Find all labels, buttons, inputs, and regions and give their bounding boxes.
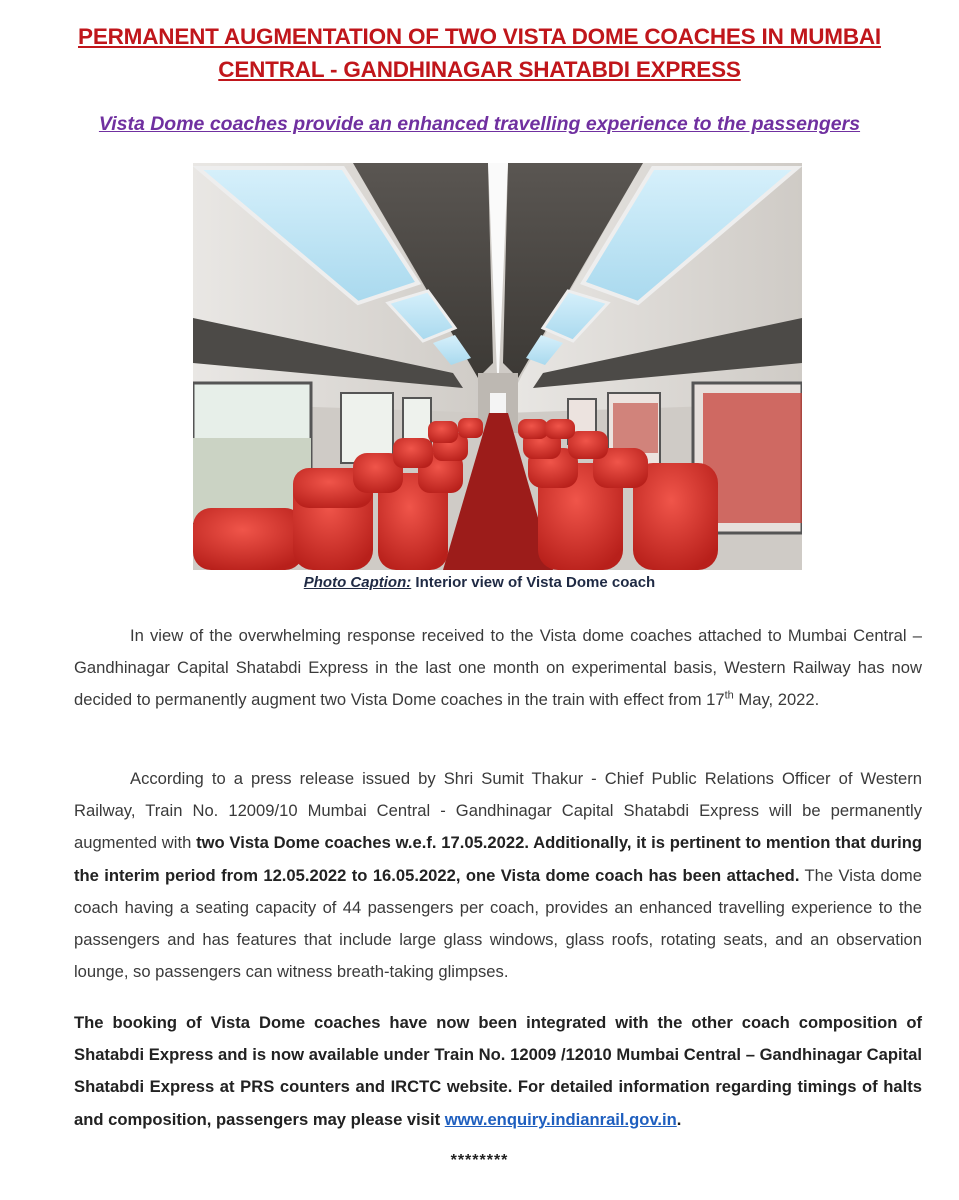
paragraph-2-text-a: According to a press release issued by Shri Sumit Thakur - Chief Public Relations Officer of Western Railway, Train No. 12009/10 Mumbai Central - Gandhinagar Capital Shatabdi Express will be permanently augmented with	[74, 769, 922, 853]
enquiry-link[interactable]: www.enquiry.indianrail.gov.in	[444, 1109, 677, 1129]
paragraph-3-end: .	[676, 1109, 682, 1129]
paragraph-3	[74, 1007, 922, 1136]
caption-text: Interior view of Vista Dome coach	[411, 574, 656, 591]
end-marker: ********	[450, 1152, 509, 1169]
paragraph-1-text: In view of the overwhelming response received to the Vista dome coaches attached to Mumbai Central – Gandhinagar Capital Shatabdi Express in the last one month on experimental basis, Western Railway has now decided to permanently augment two Vista Dome coaches in the train with effect from 17	[74, 626, 922, 710]
coach-interior-photo	[193, 163, 802, 570]
paragraph-2-bold: two Vista Dome coaches w.e.f. 17.05.2022. Additionally, it is pertinent to mention that during the interim period from 12.05.2022 to 16.05.2022, one Vista dome coach has been attached.	[74, 833, 923, 885]
paragraph-2-text-b: The Vista dome coach having a seating capacity of 44 passengers per coach, provides an enhanced travelling experience to the passengers and has features that include large glass windows, glass roofs, rotating seats, and an observation lounge, so passengers can witness breath-taking glimpses.	[74, 865, 922, 982]
paragraph-1	[74, 620, 922, 717]
page-title: PERMANENT AUGMENTATION OF TWO VISTA DOME COACHES IN MUMBAI CENTRAL - GANDHINAGAR SHATABDI EXPRESS	[78, 24, 881, 82]
photo-caption	[0, 574, 959, 591]
paragraph-1-sup: th	[724, 689, 734, 702]
paragraph-3-text: The booking of Vista Dome coaches have now been integrated with the other coach composition of Shatabdi Express and is now available under Train No. 12009 /12010 Mumbai Central – Gandhinagar Capital Shatabdi Express at PRS counters and IRCTC website. For detailed information regarding timings of halts and composition, passengers may please visit	[74, 1013, 922, 1129]
coach-interior-illustration	[193, 163, 802, 570]
paragraph-2	[74, 763, 922, 988]
caption-lead: Photo Caption:	[303, 574, 412, 591]
paragraph-1-tail: May, 2022.	[733, 690, 820, 710]
subtitle: Vista Dome coaches provide an enhanced travelling experience to the passengers	[98, 113, 861, 135]
